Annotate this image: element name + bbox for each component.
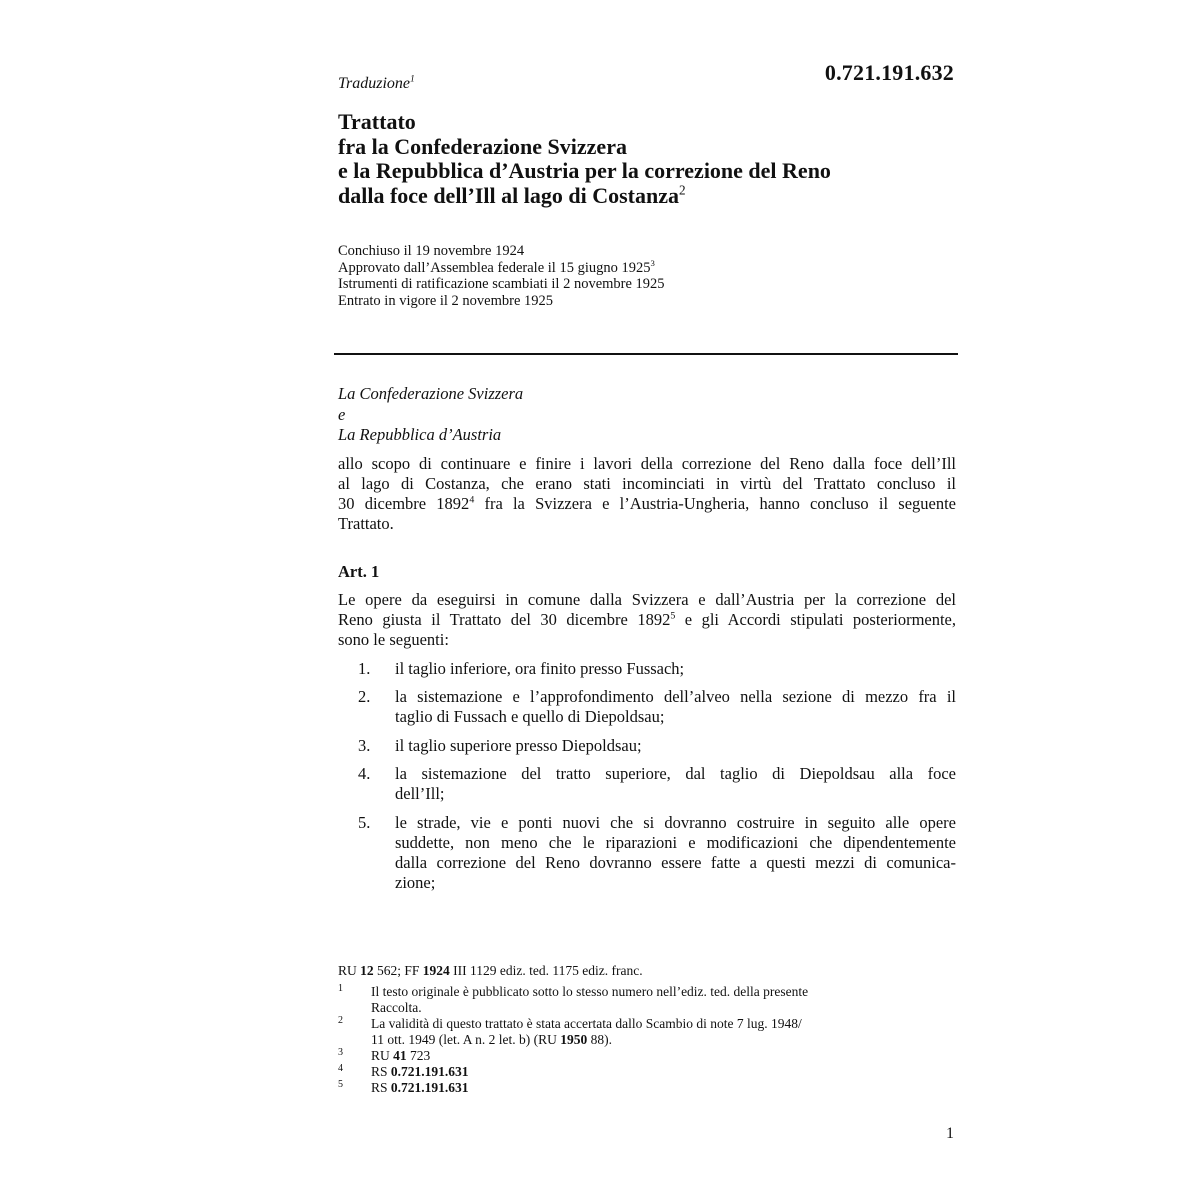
- title-line: e la Repubblica d’Austria per la correzione del Reno: [338, 158, 831, 183]
- preamble-line: allo scopo di continuare e finire i lavori della correzione del Reno dalla foce dell’Ill: [338, 454, 956, 473]
- preamble-text: fra la Svizzera e l’Austria-Ungheria, hanno concluso il seguente: [474, 494, 956, 513]
- footnote-number: 3: [338, 1047, 343, 1058]
- list-item-number: 1.: [358, 659, 371, 678]
- fn-text: 88).: [587, 1031, 612, 1047]
- fn-text: RU: [338, 963, 361, 978]
- article-intro: [338, 590, 956, 650]
- footnote-number: 1: [338, 983, 343, 994]
- footnote-text: [371, 1080, 469, 1096]
- preamble: [338, 454, 956, 534]
- party-switzerland: La Confederazione Svizzera: [338, 384, 524, 403]
- translation-label: [338, 75, 415, 93]
- footnote-text: [371, 984, 808, 1015]
- footnote-number: 2: [338, 1015, 343, 1026]
- date-approved-text: Approvato dall’Assemblea federale il 15 giugno 1925: [338, 259, 651, 276]
- page-number: 1: [946, 1125, 954, 1142]
- date-ratification: Istrumenti di ratificazione scambiati il 2 novembre 1925: [338, 276, 665, 292]
- list-item-text: [395, 813, 956, 893]
- fn-bold: 0.721.191.631: [390, 1080, 469, 1095]
- fn-text: 723: [406, 1048, 431, 1063]
- treaty-dates: [338, 243, 665, 309]
- translation-text: Traduzione: [338, 75, 411, 92]
- preamble-line: [338, 494, 956, 514]
- fn-text: 562; FF: [373, 963, 423, 978]
- fn-bold: 1950: [560, 1031, 588, 1047]
- list-item-number: 3.: [358, 736, 371, 755]
- article-heading: Art. 1: [338, 562, 380, 581]
- footnote-line: La validità di questo trattato è stata accertata dallo Scambio di note 7 lug. 1948/: [371, 1016, 802, 1031]
- footnote-text: [371, 1048, 430, 1064]
- list-item-line: il taglio superiore presso Diepoldsau;: [395, 736, 642, 755]
- list-item-line: la sistemazione e l’approfondimento dell’alveo nella sezione di mezzo fra il: [395, 687, 956, 706]
- document-title: [338, 110, 978, 208]
- sr-number: 0.721.191.632: [824, 60, 954, 85]
- title-line: Trattato: [338, 109, 416, 134]
- footnote-number: 5: [338, 1079, 343, 1090]
- fn-text: RS: [371, 1064, 391, 1079]
- list-item-number: 4.: [358, 764, 371, 783]
- list-item-line: la sistemazione del tratto superiore, dal taglio di Diepoldsau alla foce: [395, 764, 956, 783]
- party-austria: La Repubblica d’Austria: [338, 425, 502, 444]
- footnote-ref-4[interactable]: 4: [469, 494, 475, 506]
- fn-text: III 1129 ediz. ted. 1175 ediz. franc.: [449, 963, 643, 978]
- title-line: [338, 184, 978, 209]
- footnote-source: [338, 963, 643, 979]
- list-item-text: [395, 736, 956, 756]
- fn-bold: 41: [393, 1048, 407, 1063]
- preamble-line: al lago di Costanza, che erano stati incominciati in virtù del Trattato concluso il: [338, 474, 956, 493]
- list-item-line: suddette, non meno che le riparazioni e modificazioni che dipendentemente: [395, 833, 956, 852]
- date-approved: [338, 257, 665, 277]
- fn-text: 11 ott. 1949 (let. A n. 2 let. b) (RU: [371, 1031, 561, 1047]
- fn-text: RS: [371, 1080, 391, 1095]
- title-line-text: dalla foce dell’Ill al lago di Costanza: [338, 182, 679, 208]
- footnote-line: Il testo originale è pubblicato sotto lo stesso numero nell’ediz. ted. della presente: [371, 984, 809, 999]
- footnote-line: Raccolta.: [371, 999, 422, 1015]
- list-item-text: [395, 687, 956, 727]
- list-item-line: taglio di Fussach e quello di Diepoldsau;: [395, 707, 665, 726]
- party-conjunction: e: [338, 404, 346, 424]
- list-item-number: 2.: [358, 687, 371, 706]
- article-intro-line: Le opere da eseguirsi in comune dalla Svizzera e dall’Austria per la correzione del: [338, 590, 956, 609]
- date-concluded: Conchiuso il 19 novembre 1924: [338, 243, 525, 259]
- fn-bold: 0.721.191.631: [390, 1064, 469, 1079]
- footnote-ref-1[interactable]: 1: [410, 73, 415, 85]
- contracting-parties: [338, 384, 523, 446]
- footnote-number: 4: [338, 1063, 343, 1074]
- date-in-force: Entrato in vigore il 2 novembre 1925: [338, 292, 554, 309]
- fn-bold: 1924: [422, 963, 450, 978]
- list-item-text: [395, 659, 956, 679]
- footnote-ref-3[interactable]: 3: [650, 257, 655, 268]
- fn-text: RU: [371, 1048, 394, 1063]
- preamble-text: 30 dicembre 1892: [338, 494, 470, 513]
- title-line: fra la Confederazione Svizzera: [338, 133, 627, 159]
- footnote-ref-5[interactable]: 5: [670, 610, 676, 622]
- article-intro-text: e gli Accordi stipulati posteriormente,: [675, 610, 957, 629]
- preamble-line: Trattato.: [338, 514, 394, 533]
- footnote-line: [371, 1032, 802, 1048]
- list-item-text: [395, 764, 956, 804]
- footnote-text: [371, 1016, 802, 1047]
- article-intro-line: sono le seguenti:: [338, 630, 449, 649]
- article-intro-line: [338, 610, 956, 630]
- list-item-number: 5.: [358, 813, 371, 832]
- list-item-line: le strade, vie e ponti nuovi che si dovranno costruire in seguito alle opere: [395, 813, 956, 832]
- footnote-ref-2[interactable]: 2: [679, 182, 686, 198]
- horizontal-rule: [334, 353, 958, 355]
- list-item-line: zione;: [395, 873, 436, 892]
- list-item-line: dalla correzione del Reno dovranno essere fatte a questi mezzi di comunica-: [395, 853, 956, 872]
- footnote-text: [371, 1064, 469, 1080]
- list-item-line: dell’Ill;: [395, 784, 445, 803]
- fn-bold: 12: [360, 963, 374, 978]
- list-item-line: il taglio inferiore, ora finito presso Fussach;: [395, 659, 685, 678]
- article-intro-text: Reno giusta il Trattato del 30 dicembre 1892: [338, 610, 671, 629]
